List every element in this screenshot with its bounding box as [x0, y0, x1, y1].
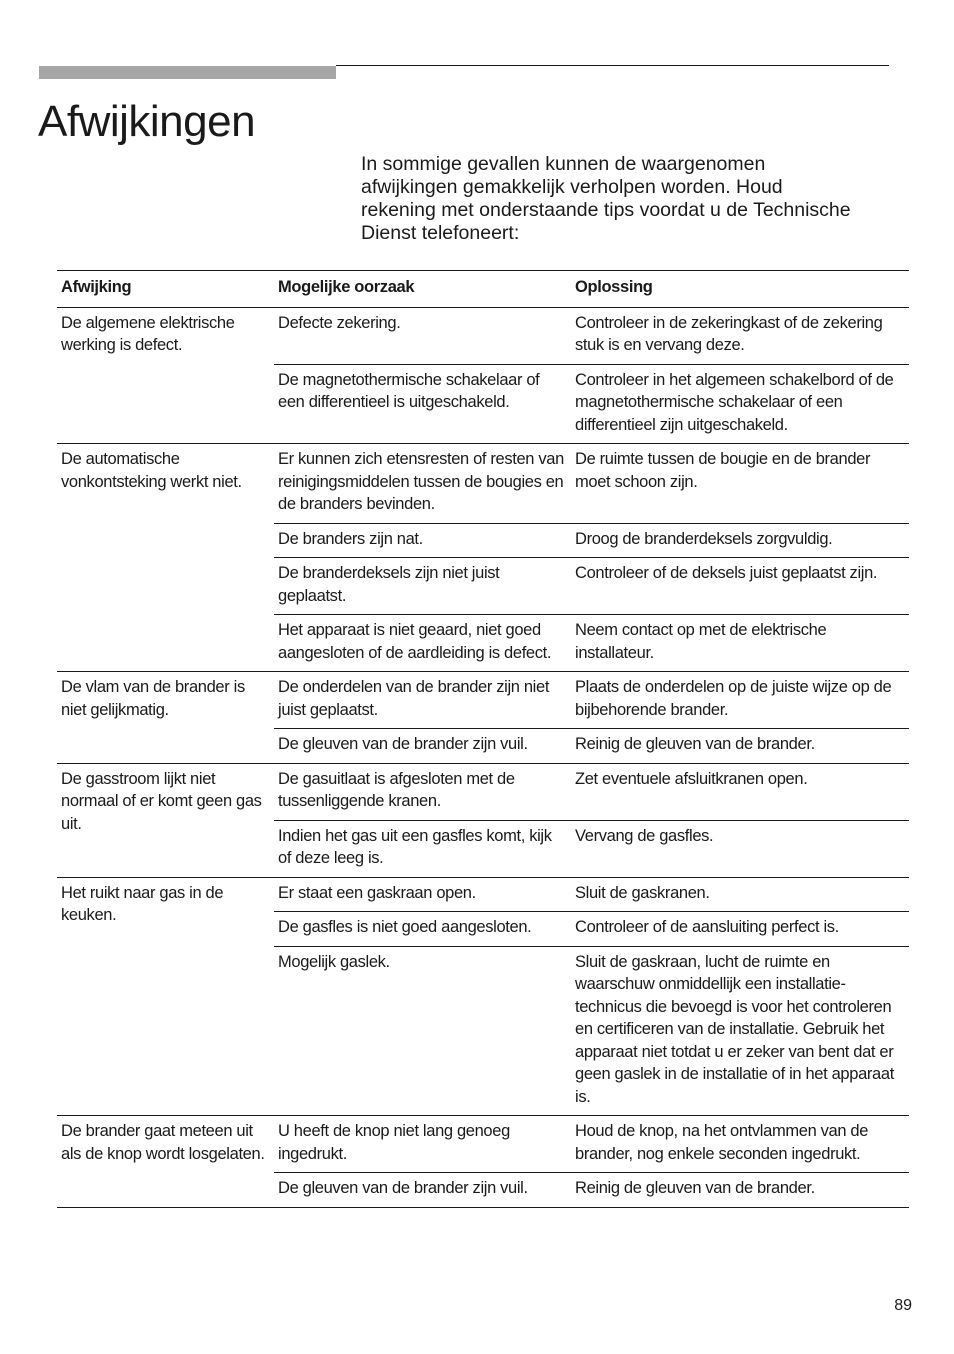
cause-cell: Defecte zekering. — [274, 307, 571, 364]
page-title: Afwijkingen — [38, 97, 256, 146]
header-accent-bar — [39, 66, 336, 79]
solution-cell: Sluit de gaskranen. — [571, 877, 909, 912]
cause-cell: Indien het gas uit een gasfles komt, kijk of deze leeg is. — [274, 820, 571, 877]
cause-cell: De gasuitlaat is afgesloten met de tussenliggende kranen. — [274, 763, 571, 820]
cause-cell: U heeft de knop niet lang genoeg ingedrukt. — [274, 1116, 571, 1173]
column-header-problem: Afwijking — [57, 271, 274, 308]
table-row — [57, 444, 909, 524]
problem-cell: De vlam van de brander is niet gelijkmatig. — [57, 672, 274, 764]
solution-cell: Reinig de gleuven van de brander. — [571, 729, 909, 764]
table-row — [57, 763, 909, 820]
cause-cell: De gleuven van de brander zijn vuil. — [274, 729, 571, 764]
problem-cell: De automatische vonkontsteking werkt niet. — [57, 444, 274, 672]
header-rule — [336, 65, 889, 66]
solution-cell: Neem contact op met de elektrische installateur. — [571, 615, 909, 672]
column-header-solution: Oplossing — [571, 271, 909, 308]
solution-cell: Reinig de gleuven van de brander. — [571, 1173, 909, 1208]
table-row — [57, 877, 909, 912]
column-header-cause: Mogelijke oorzaak — [274, 271, 571, 308]
table-row — [57, 672, 909, 729]
solution-cell: De ruimte tussen de bougie en de brander moet schoon zijn. — [571, 444, 909, 524]
problem-cell: De brander gaat meteen uit als de knop wordt losgelaten. — [57, 1116, 274, 1208]
cause-cell: De gleuven van de brander zijn vuil. — [274, 1173, 571, 1208]
solution-cell: Plaats de onderdelen op de juiste wijze op de bijbehorende brander. — [571, 672, 909, 729]
solution-cell: Controleer in het algemeen schakelbord of de magnetothermische schakelaar of een differentieel zijn uitgeschakeld. — [571, 364, 909, 444]
problem-cell: De gasstroom lijkt niet normaal of er komt geen gas uit. — [57, 763, 274, 877]
cause-cell: Er kunnen zich etensresten of resten van reinigingsmiddelen tussen de bougies en de branders bevinden. — [274, 444, 571, 524]
cause-cell: Er staat een gaskraan open. — [274, 877, 571, 912]
solution-cell: Droog de branderdeksels zorgvuldig. — [571, 523, 909, 558]
solution-cell: Controleer in de zekeringkast of de zekering stuk is en vervang deze. — [571, 307, 909, 364]
solution-cell: Zet eventuele afsluitkranen open. — [571, 763, 909, 820]
cause-cell: De magnetothermische schakelaar of een differentieel is uitgeschakeld. — [274, 364, 571, 444]
cause-cell: Mogelijk gaslek. — [274, 946, 571, 1116]
problem-cell: De algemene elektrische werking is defect. — [57, 307, 274, 444]
solution-cell: Vervang de gasfles. — [571, 820, 909, 877]
intro-paragraph: In sommige gevallen kunnen de waargenomen afwijkingen gemakkelijk verholpen worden. Houd rekening met onderstaande tips voordat u de Technische Dienst telefoneert: — [361, 153, 851, 244]
cause-cell: De gasfles is niet goed aangesloten. — [274, 912, 571, 947]
table-body — [57, 307, 909, 1207]
problem-cell: Het ruikt naar gas in de keuken. — [57, 877, 274, 1116]
table-row — [57, 1116, 909, 1173]
table-row — [57, 307, 909, 364]
cause-cell: Het apparaat is niet geaard, niet goed aangesloten of de aardleiding is defect. — [274, 615, 571, 672]
table-header-row — [57, 271, 909, 308]
troubleshooting-table — [57, 270, 909, 1208]
cause-cell: De branderdeksels zijn niet juist geplaatst. — [274, 558, 571, 615]
cause-cell: De onderdelen van de brander zijn niet juist geplaatst. — [274, 672, 571, 729]
solution-cell: Controleer of de aansluiting perfect is. — [571, 912, 909, 947]
solution-cell: Houd de knop, na het ontvlammen van de brander, nog enkele seconden ingedrukt. — [571, 1116, 909, 1173]
cause-cell: De branders zijn nat. — [274, 523, 571, 558]
solution-cell: Sluit de gaskraan, lucht de ruimte en waarschuw onmiddellijk een installatie-technicus die bevoegd is voor het controleren en certificeren van de installatie. Gebruik het apparaat niet totdat u er zeker van bent dat er geen gaslek in de installatie of in het apparaat is. — [571, 946, 909, 1116]
page-number: 89 — [894, 1297, 912, 1314]
solution-cell: Controleer of de deksels juist geplaatst zijn. — [571, 558, 909, 615]
